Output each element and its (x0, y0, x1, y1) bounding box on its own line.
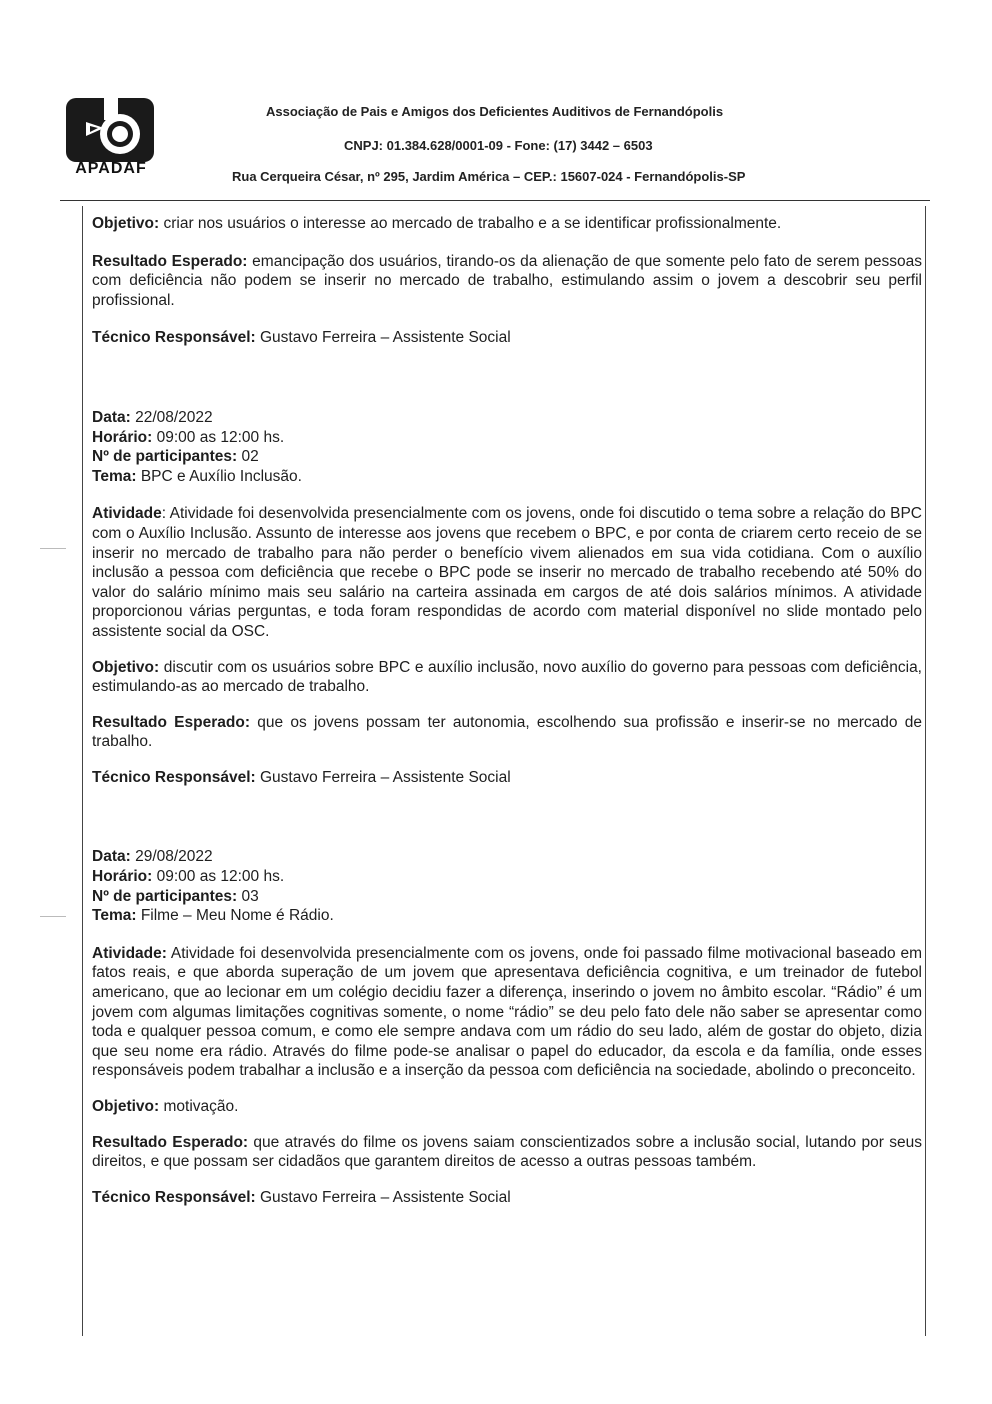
atividade-text: Atividade foi desenvolvida presencialmente com os jovens, onde foi discutido o tema sobre a relação do BPC com o Auxílio Inclusão. Assunto de interesse aos jovens que recebem o BPC, e por conta de criarem certo receio de se inserir no mercado de trabalho para não perder o benefício vivem alienados em sua vida cotidiana. Com o auxílio inclusão a pessoa com deficiência que recebe o BPC pode se inserir no mercado de trabalho recebendo até 50% do valor do salário mínimo mais seu salário na carteira assinada em cargos de até dois salários mínimos. A atividade proporcionou várias perguntas, e toda foram respondidas de acordo com material disponível no slide montado pelo assistente social da OSC. (92, 505, 922, 640)
data-line (92, 408, 922, 428)
horario-line (92, 867, 922, 887)
horario-value: 09:00 as 12:00 hs. (152, 428, 285, 446)
resultado-paragraph (92, 252, 922, 311)
horario-line (92, 428, 922, 448)
objetivo-label: Objetivo: (92, 658, 160, 676)
org-name: Associação de Pais e Amigos dos Deficientes Auditivos de Fernandópolis (266, 104, 724, 119)
resultado-label: Resultado Esperado: (92, 713, 250, 731)
objetivo-paragraph (92, 214, 922, 234)
resultado-text: que através do filme os jovens saiam conscientizados sobre a inclusão social, lutando por seus direitos, e que possam ser cidadãos que garantem direitos de acesso a outras pessoas também. (92, 1133, 922, 1171)
atividade-label: Atividade (92, 505, 162, 523)
tema-value: BPC e Auxílio Inclusão. (136, 467, 302, 485)
objetivo-label: Objetivo: (92, 215, 160, 232)
resultado-label: Resultado Esperado: (92, 252, 248, 270)
tema-label: Tema: (92, 467, 137, 485)
data-line (92, 847, 922, 867)
tema-value: Filme – Meu Nome é Rádio. (136, 907, 334, 925)
horario-value: 09:00 as 12:00 hs. (152, 868, 285, 886)
data-label: Data: (92, 408, 131, 426)
resultado-label: Resultado Esperado: (92, 1133, 249, 1151)
tecnico-label: Técnico Responsável: (92, 1188, 256, 1206)
resultado-paragraph (92, 1133, 922, 1172)
frame-right-border (925, 206, 926, 1336)
resultado-paragraph (92, 713, 922, 752)
tecnico-paragraph (92, 328, 922, 348)
resultado-text: emancipação dos usuários, tirando-os da alienação de que somente pelo fato de serem pessoas com deficiência não podem se inserir no mercado de trabalho, estimulando assim o jovem a descobrir seu perfil profissional. (92, 252, 922, 309)
tecnico-label: Técnico Responsável: (92, 329, 256, 347)
report-content (92, 204, 922, 1207)
atividade-label: Atividade (92, 944, 162, 962)
data-value: 29/08/2022 (130, 848, 213, 866)
tema-label: Tema: (92, 907, 137, 925)
objetivo-text: motivação. (159, 1098, 239, 1115)
margin-mark (40, 548, 66, 549)
data-label: Data: (92, 848, 131, 866)
tecnico-text: Gustavo Ferreira – Assistente Social (255, 329, 511, 347)
atividade-paragraph (92, 944, 922, 1081)
atividade-separator: : (161, 505, 167, 523)
participantes-value: 02 (237, 448, 259, 466)
address: Rua Cerqueira César, nº 295, Jardim América – CEP.: 15607-024 - Fernandópolis-SP (232, 169, 746, 184)
objetivo-paragraph (92, 1097, 922, 1117)
tecnico-paragraph (92, 1188, 922, 1208)
objetivo-text: criar nos usuários o interesse ao mercado de trabalho e a se identificar profissionalmente. (159, 215, 782, 232)
horario-label: Horário: (92, 868, 153, 886)
header-divider (60, 200, 930, 201)
participantes-label: Nº de participantes: (92, 448, 238, 466)
tecnico-label: Técnico Responsável: (92, 768, 256, 786)
atividade-paragraph (92, 504, 922, 641)
tema-line (92, 906, 922, 926)
tecnico-paragraph (92, 768, 922, 788)
tecnico-text: Gustavo Ferreira – Assistente Social (255, 768, 511, 786)
logo-text: APADAF (75, 160, 147, 177)
objetivo-label: Objetivo: (92, 1098, 160, 1115)
tema-line (92, 467, 922, 487)
atividade-text: Atividade foi desenvolvida presencialmente com os jovens, onde foi passado filme motivacional baseado em fatos reais, e que aborda superação de um jovem que apresentava deficiência cognitiva, e um treinador de futebol americano, que ao lecionar em um colégio decidiu fazer a diferença, inserindo o jovem no âmbito escolar. “Rádio” é um jovem com algumas limitações cognitivas somente, o nome “rádio” se deu pelo fato dele não saber se apresentar como toda e qualquer pessoa comum, e como ele sempre andava com um rádio do seu lado, além de gostar do objeto, dizia que seu nome era rádio. Através do filme pode-se analisar o papel do educador, da escola e da família, onde esses responsáveis podem trabalhar a inclusão e a inserção da pessoa com deficiência na sociedade, abolindo o preconceito. (92, 944, 922, 1080)
participantes-line (92, 447, 922, 467)
objetivo-paragraph (92, 658, 922, 697)
margin-mark (40, 916, 66, 917)
objetivo-text: discutir com os usuários sobre BPC e auxílio inclusão, novo auxílio do governo para pessoas com deficiência, estimulando-as ao mercado de trabalho. (92, 658, 922, 696)
participantes-value: 03 (237, 887, 259, 905)
tecnico-text: Gustavo Ferreira – Assistente Social (255, 1188, 511, 1206)
frame-left-border (82, 206, 83, 1336)
participantes-label: Nº de participantes: (92, 887, 238, 905)
horario-label: Horário: (92, 428, 153, 446)
cnpj-phone: CNPJ: 01.384.628/0001-09 - Fone: (17) 3442 – 6503 (344, 138, 653, 153)
atividade-separator: : (161, 944, 167, 962)
participantes-line (92, 887, 922, 907)
data-value: 22/08/2022 (130, 408, 213, 426)
resultado-text: que os jovens possam ter autonomia, escolhendo sua profissão e inserir-se no mercado de trabalho. (92, 713, 923, 751)
